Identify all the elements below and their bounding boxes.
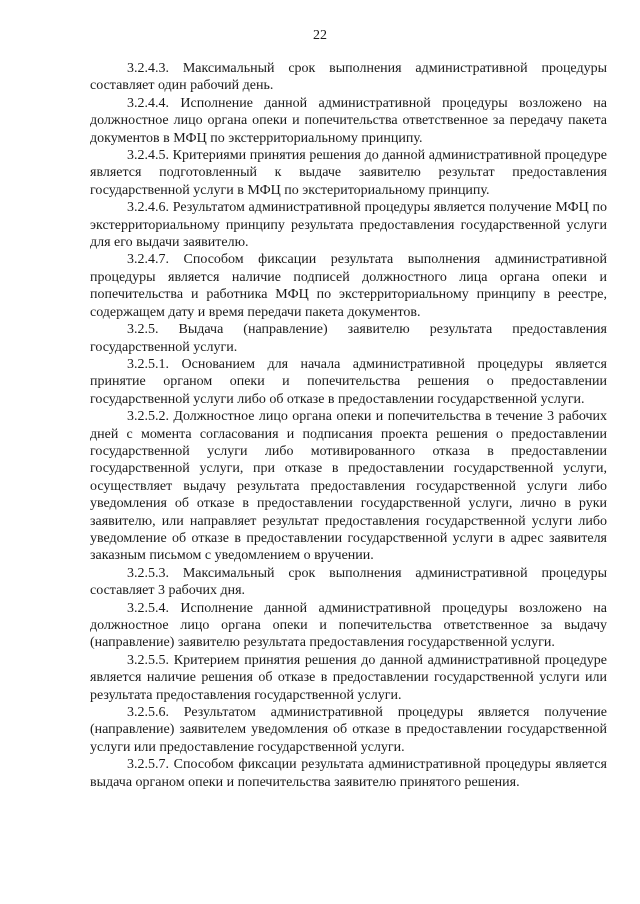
page-number: 22: [313, 28, 327, 43]
paragraph-3-2-4-4: 3.2.4.4. Исполнение данной административной процедуры возложено на должностное лицо органа опеки и попечительства ответственное за передачу пакета документов в МФЦ по экстерриториальному принципу.: [90, 95, 607, 146]
paragraph-3-2-5-4: 3.2.5.4. Исполнение данной административной процедуры возложено на должностное лицо органа опеки и попечительства ответственное за выдачу (направление) заявителю результата предоставления государственной услуги.: [90, 600, 607, 651]
paragraph-3-2-5-1: 3.2.5.1. Основанием для начала административной процедуры является принятие органом опеки и попечительства решения о предоставлении государственной услуги либо об отказе в предоставлении государственной услуги.: [90, 356, 607, 407]
paragraph-3-2-5-6: 3.2.5.6. Результатом административной процедуры является получение (направление) заявителем уведомления об отказе в предоставлении государственной услуги или предоставление государственной услуги.: [90, 705, 607, 755]
paragraph-3-2-5-7: 3.2.5.7. Способом фиксации результата административной процедуры является выдача органом опеки и попечительства заявителю принятого решения.: [90, 757, 607, 790]
paragraph-3-2-5-5: 3.2.5.5. Критерием принятия решения до данной административной процедуре является наличие решения об отказе в предоставлении государственной услуги или результата предоставления государственной услуги.: [90, 652, 607, 703]
document-body: [90, 60, 607, 791]
paragraph-3-2-4-6: 3.2.4.6. Результатом административной процедуры является получение МФЦ по экстерриториальному принципу результата предоставления государственной услуги для его выдачи заявителю.: [90, 200, 607, 251]
paragraph-3-2-5-2: 3.2.5.2. Должностное лицо органа опеки и попечительства в течение 3 рабочих дней с момента согласования и подписания проекта решения о предоставлении государственной услуги либо мотивированного отказа в предоставлении государственной услуги, при отказе в предоставлении государственной услуги, осуществляет выдачу результата предоставления государственной услуги либо уведомления об отказе в предоставлении государственной услуги, лично в руки заявителю, или направляет результат предоставления государственной услуги либо уведомление об отказе в предоставлении государственной услуги в адрес заявителя заказным письмом с уведомлением о вручении.: [90, 409, 607, 564]
paragraph-3-2-5: 3.2.5. Выдача (направление) заявителю результата предоставления государственной услуги.: [90, 322, 607, 355]
paragraph-3-2-4-5: 3.2.4.5. Критериями принятия решения до данной административной процедуре является подготовленный к выдаче заявителю результат предоставления государственной услуги в МФЦ по экстериториальному принципу.: [90, 148, 607, 198]
paragraph-3-2-4-7: 3.2.4.7. Способом фиксации результата выполнения административной процедуры является наличие подписей должностного лица органа опеки и попечительства и работника МФЦ по экстерриториальному принципу в реестре, содержащем дату и время передачи пакета документов.: [90, 252, 607, 320]
paragraph-3-2-4-3: 3.2.4.3. Максимальный срок выполнения административной процедуры составляет один рабочий день.: [90, 61, 607, 94]
paragraph-3-2-5-3: 3.2.5.3. Максимальный срок выполнения административной процедуры составляет 3 рабочих дня.: [90, 565, 607, 599]
